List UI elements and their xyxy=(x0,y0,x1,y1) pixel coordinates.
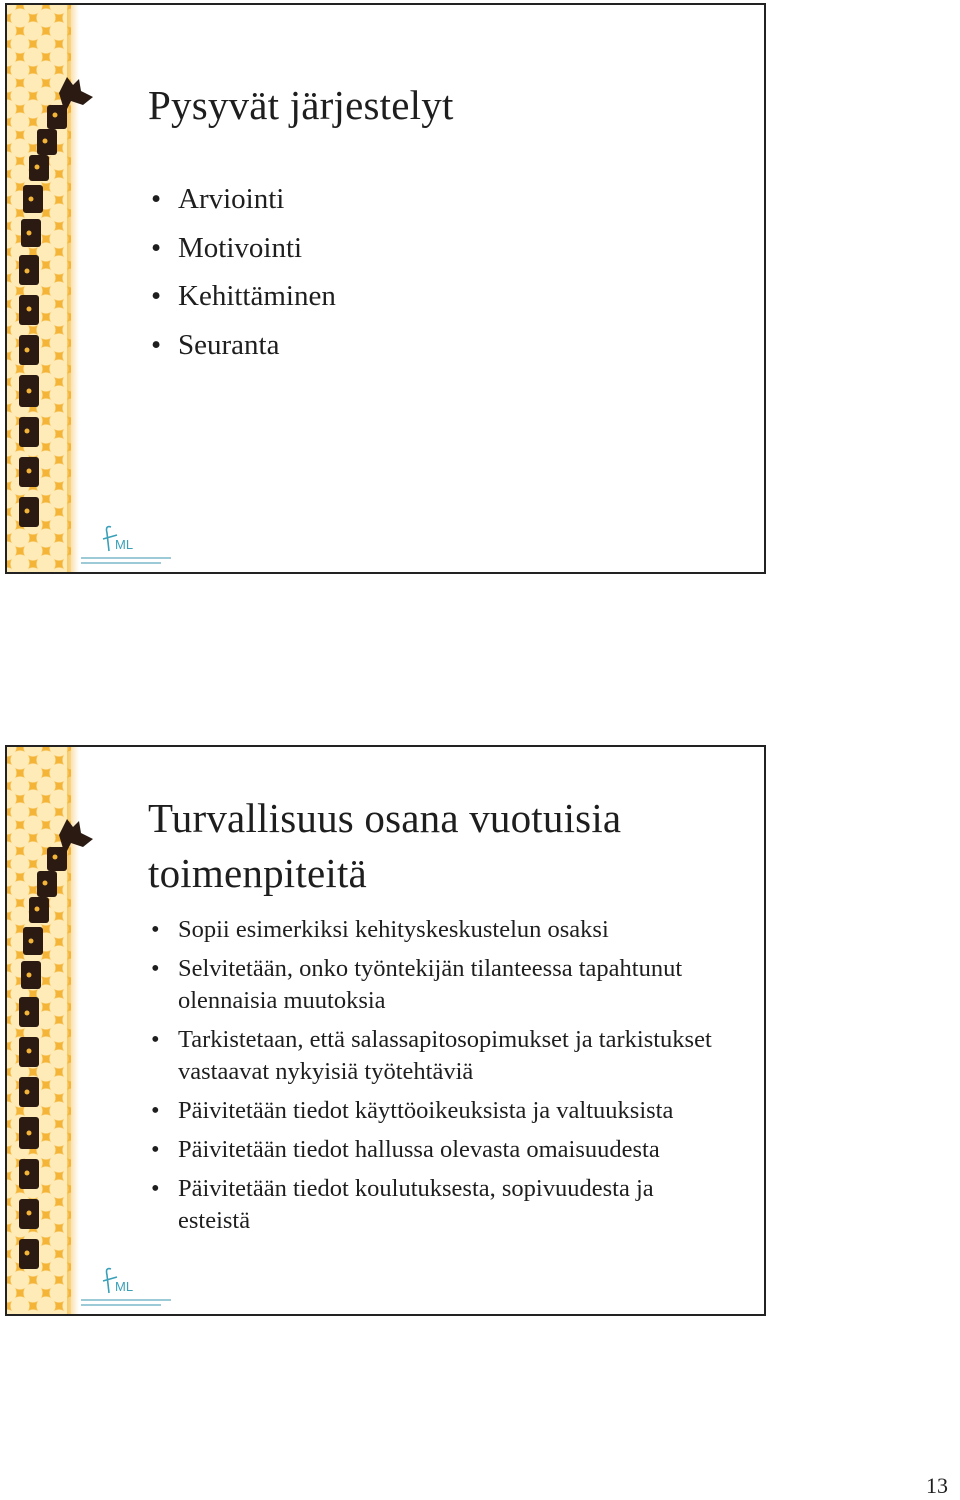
slide-title: Pysyvät järjestelyt xyxy=(148,82,454,128)
list-item: • Päivitetään tiedot hallussa olevasta omaisuudesta xyxy=(148,1134,728,1166)
svg-text:ML: ML xyxy=(115,1279,134,1294)
tml-logo xyxy=(81,1263,176,1311)
bullet-list xyxy=(148,175,336,369)
slide-1 xyxy=(5,3,766,574)
giraffe-decoration-icon xyxy=(7,747,107,1316)
slide-2 xyxy=(5,745,766,1316)
list-item: • Tarkistetaan, että salassapitosopimukset ja tarkistukset vastaavat nykyisiä työtehtäviä xyxy=(148,1024,728,1088)
list-item: • Päivitetään tiedot käyttöoikeuksista ja valtuuksista xyxy=(148,1095,728,1127)
giraffe-decoration-icon xyxy=(7,5,107,574)
list-item: • Sopii esimerkiksi kehityskeskustelun osaksi xyxy=(148,914,728,946)
list-item: • Motivointi xyxy=(148,224,336,273)
page-number: 13 xyxy=(926,1473,948,1498)
bullet-list xyxy=(148,914,728,1244)
list-item: • Seuranta xyxy=(148,321,336,370)
list-item: • Arviointi xyxy=(148,175,336,224)
list-item: • Päivitetään tiedot koulutuksesta, sopivuudesta ja esteistä xyxy=(148,1173,728,1237)
tml-logo xyxy=(81,521,176,569)
svg-text:ML: ML xyxy=(115,537,134,552)
list-item: • Selvitetään, onko työntekijän tilanteessa tapahtunut olennaisia muutoksia xyxy=(148,953,728,1017)
slide-title: Turvallisuus osana vuotuisia toimenpiteitä xyxy=(148,795,622,896)
list-item: • Kehittäminen xyxy=(148,272,336,321)
